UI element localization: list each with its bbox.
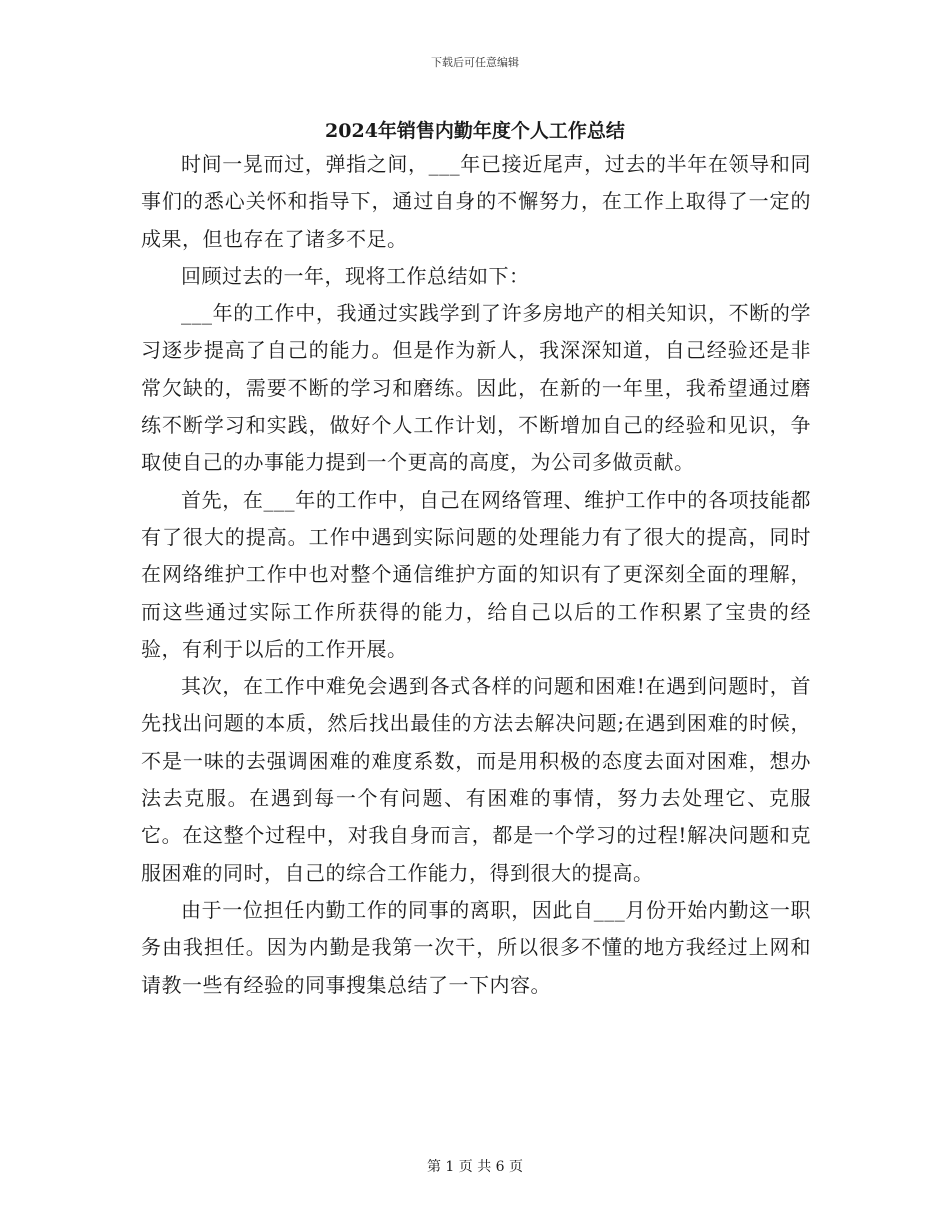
page-number: 第 1 页 共 6 页 — [426, 1159, 524, 1175]
document-title: 2024年销售内勤年度个人工作总结 — [325, 120, 625, 142]
paragraph-learning: ___年的工作中，我通过实践学到了许多房地产的相关知识，不断的学习逐步提高了自己的能力。但是作为新人，我深深知道，自己经验还是非常欠缺的，需要不断的学习和磨练。因此，在新的一年里，我希望通过磨练不断学习和实践，做好个人工作计划，不断增加自己的经验和见识，争取使自己的办事能力提到一个更高的高度，为公司多做贡献。 — [141, 301, 811, 475]
paragraph-review: 回顾过去的一年，现将工作总结如下： — [181, 263, 530, 288]
paragraph-first: 首先，在___年的工作中，自己在网络管理、维护工作中的各项技能都有了很大的提高。工作中遇到实际问题的处理能力有了很大的提高，同时在网络维护工作中也对整个通信维护方面的知识有了更深刻全面的理解，而这些通过实际工作所获得的能力，给自己以后的工作积累了宝贵的经验，有利于以后的工作开展。 — [141, 487, 811, 661]
header-note: 下载后可任意编辑 — [431, 56, 519, 69]
paragraph-second: 其次，在工作中难免会遇到各式各样的问题和困难!在遇到问题时，首先找出问题的本质，然后找出最佳的方法去解决问题;在遇到困难的时候，不是一味的去强调困难的难度系数，而是用积极的态度去面对困难，想办法去克服。在遇到每一个有问题、有困难的事情，努力去处理它、克服它。在这整个过程中，对我自身而言，都是一个学习的过程!解决问题和克服困难的同时，自己的综合工作能力，得到很大的提高。 — [141, 674, 811, 885]
paragraph-office-duty: 由于一位担任内勤工作的同事的离职，因此自___月份开始内勤这一职务由我担任。因为内勤是我第一次干，所以很多不懂的地方我经过上网和请教一些有经验的同事搜集总结了一下内容。 — [141, 897, 811, 997]
paragraph-intro: 时间一晃而过，弹指之间，___年已接近尾声，过去的半年在领导和同事们的悉心关怀和指导下，通过自身的不懈努力，在工作上取得了一定的成果，但也存在了诸多不足。 — [141, 152, 811, 251]
document-body — [141, 146, 811, 1004]
